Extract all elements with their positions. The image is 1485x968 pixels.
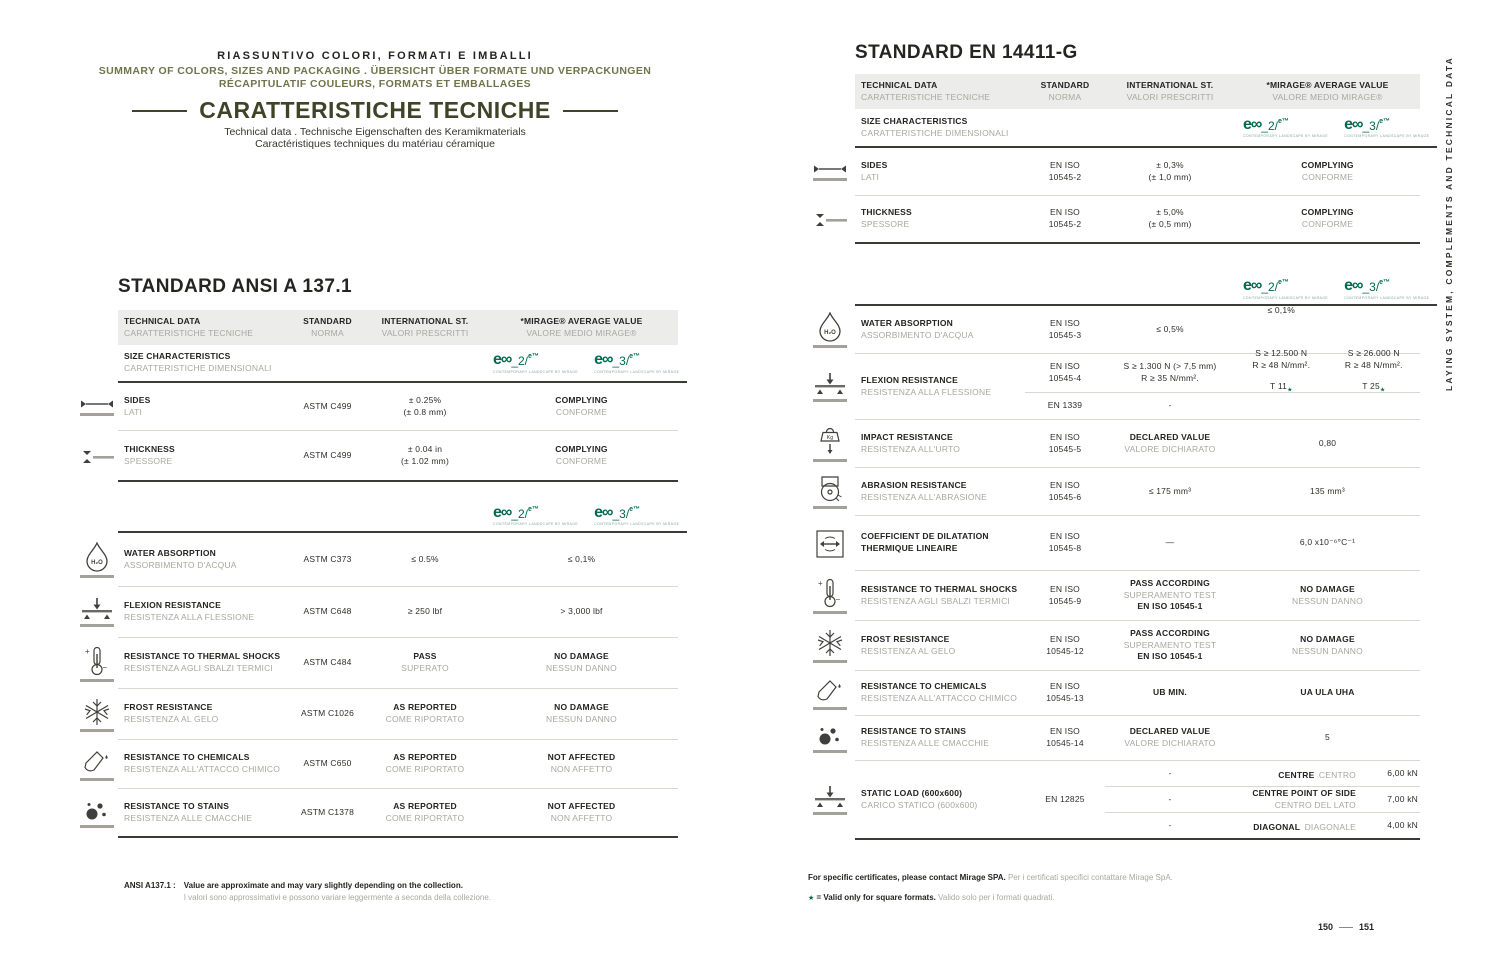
page-number-right: 151 [1359,922,1375,932]
header-line-fr: RÉCAPITULATIF COULEURS, FORMATS ET EMBALLAGES [218,78,532,90]
square-format-star: ★ [1379,387,1386,394]
chapter-sidebar-label: LAYING SYSTEM, COMPLEMENTS AND TECHNICAL DATA [1444,56,1454,391]
static-sub-row-centre-point: - CENTRE POINT OF SIDE CENTRO DEL LATO 7,00 kN [1105,786,1420,812]
col-standard: STANDARD [1040,79,1090,90]
square-format-star: ★ [808,895,815,903]
water-drop-icon [84,542,110,572]
table-row-sides: SIDES LATI EN ISO 10545-2 ± 0,3% (± 1,0 mm) COMPLYING CONFORME [805,148,1420,196]
static-sub-row-diagonal: - DIAGONAL DIAGONALE 4,00 kN [1105,812,1420,838]
thickness-icon [813,213,847,227]
col-mirage-value: *MIRAGE® AVERAGE VALUE [520,315,643,326]
en14411-table-title: STANDARD EN 14411-G [855,42,1078,63]
table-row-stains: RESISTANCE TO STAINS RESISTENZA ALLE CMACCHIE ASTM C1378 AS REPORTED COME RIPORTATO NOT AFFECTED NON AFFETTO [75,789,678,838]
title-dash [132,110,187,112]
table-header-row: TECHNICAL DATA CARATTERISTICHE TECNICHE STANDARD NORMA INTERNATIONAL ST. VALORI PRESCRITTI *MIRAGE® AVERAGE VALUE VALORE MEDIO MIRAGE® [805,74,1420,109]
en14411-table [805,42,1430,840]
table-row-thermal: + − RESISTANCE TO THERMAL SHOCKS RESISTENZA AGLI SBALZI TERMICI ASTM C484 PASS SUPERATO NO DAMAGE NESSUN DANNO [75,638,678,689]
water-drop-icon [817,312,843,342]
stains-icon [84,800,110,822]
table-row-thickness: THICKNESS SPESSORE ASTM C499 ± 0.04 in (± 1.02 mm) COMPLYING CONFORME [75,431,678,482]
square-formats-note-it: Valido solo per i formati quadrati. [938,893,1055,903]
evo3-logo: e∞ _3/ e™ CONTEMPORARY LANDSCAPE BY MIRAGE [1344,115,1430,139]
col-mirage-value: *MIRAGE® AVERAGE VALUE [1266,79,1389,90]
certificates-note-it: Per i certificati specifici contattare Mirage SpA. [1007,873,1173,882]
table-row-sides: SIDES LATI ASTM C499 ± 0.25% (± 0.8 mm) COMPLYING CONFORME [75,383,678,431]
table-header-row: TECHNICAL DATA CARATTERISTICHE TECNICHE STANDARD NORMA INTERNATIONAL ST. VALORI PRESCRITTI *MIRAGE® AVERAGE VALUE VALORE MEDIO MIRAGE® [75,310,678,345]
table-row-chemicals: RESISTANCE TO CHEMICALS RESISTENZA ALL'ATTACCO CHIMICO ASTM C650 AS REPORTED COME RIPORTATO NOT AFFECTED NON AFFETTO [75,740,678,789]
thermal-shock-icon [84,646,110,676]
evo3-logo: e∞ _3/ e™ CONTEMPORARY LANDSCAPE BY MIRAGE [594,503,680,527]
subtitle-en-de: Technical data . Technische Eigenschaften des Keramikmaterials [224,126,526,138]
thermal-shock-icon [817,578,843,608]
svg-text:+: + [818,579,823,588]
frost-icon [82,698,112,726]
svg-text:−: − [835,595,841,604]
col-international: INTERNATIONAL ST. [1126,79,1214,90]
evo-logos [1235,278,1437,300]
col-international: INTERNATIONAL ST. [381,315,469,326]
page-number-left: 150 [1318,922,1334,932]
ansi-table-title: STANDARD ANSI A 137.1 [118,276,352,297]
static-load-icon [813,786,847,809]
stains-icon [817,725,843,747]
evo3-logo: e∞ _3/ e™ CONTEMPORARY LANDSCAPE BY MIRAGE [1344,277,1430,300]
svg-text:H₂O: H₂O [90,560,103,566]
table-row-water: H₂O WATER ABSORPTION ASSORBIMENTO D'ACQUA ASTM C373 ≤ 0.5% ≤ 0,1% [75,533,678,587]
frost-icon [815,629,845,657]
evo2-logo: e∞ _2/ e™ CONTEMPORARY LANDSCAPE BY MIRAGE [493,503,579,527]
ansi-footnote-it: I valori sono approssimativi e possono variare leggermente a seconda della collezione. [183,893,492,902]
evo-logos [1235,117,1437,139]
table-row-abrasion: ABRASION RESISTANCE RESISTENZA ALL'ABRASIONE EN ISO 10545-6 ≤ 175 mm³ 135 mm³ [805,468,1420,516]
table-row-static-load: STATIC LOAD (600x600) CARICO STATICO (600x600) EN 12825 - CENTRE CENTRO 6,00 kN - CENTRE POINT OF SIDE CENTRO DEL LATO 7,00 kN - DIAGONAL DIAGONALE 4,00 kN [805,761,1420,840]
col-technical-data: TECHNICAL DATA [861,79,938,90]
table-row-flexion: FLEXION RESISTANCE RESISTENZA ALLA FLESSIONE ASTM C648 ≥ 250 lbf > 3,000 lbf [75,587,678,638]
svg-text:+: + [84,646,90,656]
impact-icon [817,426,843,456]
ansi-footnote [124,880,491,904]
subtitle-fr: Caractéristiques techniques du matériau céramique [255,138,495,150]
flexion-icon [813,373,847,396]
ansi-footnote-label: ANSI A137.1 : [124,881,176,890]
svg-text:Kg: Kg [826,435,834,441]
table-row-chemicals: RESISTANCE TO CHEMICALS RESISTENZA ALL'ATTACCO CHIMICO EN ISO 10545-13 UB MIN. UA ULA UHA [805,671,1420,716]
flexion-icon [80,598,114,621]
svg-text:H₂O: H₂O [824,330,836,336]
table-row-dilatation: COEFFICIENT DE DILATATION THERMIQUE LINEAIRE EN ISO 10545-8 — 6,0 x10⁻⁶°C⁻¹ [805,516,1420,571]
evo2-logo: e∞ _2/ e™ CONTEMPORARY LANDSCAPE BY MIRAGE [493,351,579,374]
static-sub-row-centre: - CENTRE CENTRO 6,00 kN [1168,767,1418,780]
chemicals-icon [815,678,845,704]
table-row-flexion: FLEXION RESISTANCE RESISTENZA ALLA FLESSIONE EN ISO 10545-4 S ≥ 1.300 N (> 7,5 mm) R ≥ 35 N/mm². S ≥ 12.500 N R ≥ 48 N/mm². S ≥ 26.000 N R ≥ 48 N/mm². EN 1339 - T $11_★$ T $25_★$ [805,354,1420,420]
square-formats-note-en: = Valid only for square formats. [816,893,936,903]
ansi-footnote-en: Value are approximate and may vary slightly depending on the collection. [183,881,463,890]
thickness-icon [80,450,114,464]
table-row-frost: FROST RESISTANCE RESISTENZA AL GELO EN ISO 10545-12 PASS ACCORDING SUPERAMENTO TEST EN ISO 10545-1 NO DAMAGE NESSUN DANNO [805,621,1420,671]
page-numbers [1318,922,1374,932]
evo2-logo: e∞ _2/ e™ CONTEMPORARY LANDSCAPE BY MIRAGE [1243,115,1329,139]
en14411-footnotes [808,872,1173,913]
dilatation-icon [816,530,844,558]
sides-icon [80,398,114,410]
header-line-en-de: SUMMARY OF COLORS, SIZES AND PACKAGING . ÜBERSICHT ÜBER FORMATE UND VERPACKUNGEN [98,65,652,77]
chemicals-icon [82,749,112,775]
col-technical-data: TECHNICAL DATA [124,315,201,326]
evo3-logo: e∞ _3/ e™ CONTEMPORARY LANDSCAPE BY MIRAGE [594,351,680,374]
header-line-italian: RIASSUNTIVO COLORI, FORMATI E IMBALLI [217,50,533,62]
table-row-water: H₂O WATER ABSORPTION ASSORBIMENTO D'ACQUA EN ISO 10545-3 ≤ 0,5% ≤ 0,1% [805,306,1420,354]
square-format-star: ★ [1287,387,1293,394]
table-row-stains: RESISTANCE TO STAINS RESISTENZA ALLE CMACCHIE EN ISO 10545-14 DECLARED VALUE VALORE DICHIARATO 5 [805,716,1420,761]
page-title: CARATTERISTICHE TECNICHE [199,97,551,123]
certificates-note-en: For specific certificates, please contact Mirage SPA. [808,873,1006,882]
abrasion-icon [816,476,844,503]
main-title-row [75,97,675,124]
title-dash [563,110,618,112]
table-row-logos [75,500,678,533]
evo2-logo: e∞ _2/ e™ CONTEMPORARY LANDSCAPE BY MIRAGE [1243,277,1329,300]
svg-text:−: − [102,662,107,672]
table-row-impact: Kg IMPACT RESISTANCE RESISTENZA ALL'URTO EN ISO 10545-5 DECLARED VALUE VALORE DICHIARATO 0,80 [805,420,1420,468]
table-row-thermal: + − RESISTANCE TO THERMAL SHOCKS RESISTENZA AGLI SBALZI TERMICI EN ISO 10545-9 PASS ACCORDING SUPERAMENTO TEST EN ISO 10545-1 NO DAMAGE NESSUN DANNO [805,571,1420,621]
table-row-frost: FROST RESISTANCE RESISTENZA AL GELO ASTM C1026 AS REPORTED COME RIPORTATO NO DAMAGE NESSUN DANNO [75,689,678,740]
page-number-divider [1339,927,1353,928]
table-row-logos [805,274,1430,306]
table-row-thickness: THICKNESS SPESSORE EN ISO 10545-2 ± 5,0% (± 0,5 mm) COMPLYING CONFORME [805,196,1420,244]
page-header [75,50,675,150]
sides-icon [813,163,847,175]
table-row-size: SIZE CHARACTERISTICS CARATTERISTICHE DIMENSIONALI e∞ _2/ e™ CONTEMPORARY LANDSCAPE BY MIRAGE e∞ _3/ e™ CONTEMPORARY LANDSCAPE BY MIRAGE [805,109,1420,148]
evo-logos [485,505,687,527]
ansi-table [75,276,678,838]
table-row-size: SIZE CHARACTERISTICS CARATTERISTICHE DIMENSIONALI e∞ _2/ e™ CONTEMPORARY LANDSCAPE BY MIRAGE e∞ _3/ e™ CONTEMPORARY LANDSCAPE BY MIRAGE [75,345,678,383]
evo-logos [485,352,687,374]
col-standard: STANDARD [303,315,352,326]
